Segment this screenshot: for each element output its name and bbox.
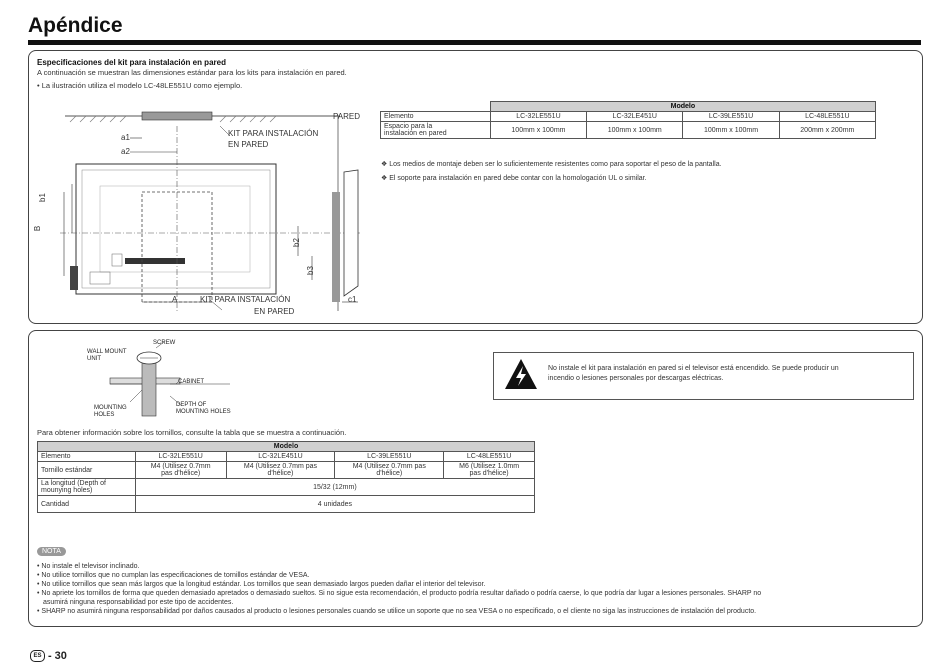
table-row: Cantidad 4 unidades <box>38 496 535 513</box>
page-title: Apéndice <box>28 14 123 37</box>
title-rule <box>28 40 921 45</box>
mounting-holes-label-2: HOLES <box>94 412 115 418</box>
list-item: • No instale el televisor inclinado. <box>37 563 140 570</box>
dim-a1: a1 <box>121 133 130 142</box>
dim-b1: b1 <box>37 193 47 202</box>
warning-text-1: No instale el kit para instalación en pared si el televisor está encendido. Se puede producir un <box>548 365 839 372</box>
kit-label-top-2: EN PARED <box>228 140 269 149</box>
page-number: ES - 30 <box>30 650 67 662</box>
depth-label-1: DEPTH OF <box>176 402 207 408</box>
screw-intro: Para obtener información sobre los tornillos, consulte la tabla que se muestra a continuación. <box>37 428 347 437</box>
kit-label-bottom-2: EN PARED <box>254 307 295 316</box>
list-item: asumirá ninguna responsabilidad por este tipo de accidentes. <box>43 599 234 606</box>
table-row: Tornillo estándar M4 (Utilisez 0.7mm pas d'hélice) M4 (Utilisez 0.7mm pas d'hélice) M4 (Utilisez 0.7mm pas d'hélice) M6 (Utilisez 1.0mm pas d'hélice) <box>38 462 535 479</box>
list-item: • SHARP no asumirá ninguna responsabilidad por daños causados al producto o lesiones personales cuando se utilice un soporte que no sea VESA o no especificado, o el cliente no siga las instrucciones de instalación del producto. <box>37 608 757 615</box>
table-note: ❖ Los medios de montaje deben ser lo suficientemente resistentes como para soportar el peso de la pantalla. <box>381 161 722 168</box>
dim-c1: c1 <box>348 295 357 304</box>
dim-B: B <box>33 225 43 232</box>
dim-a2: a2 <box>121 147 130 156</box>
cabinet-label: CABINET <box>178 379 205 385</box>
tv-rear-diagram <box>60 96 380 322</box>
table-header-row: Elemento LC-32LE551U LC-32LE451U LC-39LE551U LC-48LE551U <box>38 452 535 462</box>
table-row: Espacio para la instalación en pared 100mm x 100mm 100mm x 100mm 100mm x 100mm 200mm x 200mm <box>381 122 876 139</box>
wall-mount-label-2: UNIT <box>87 356 101 362</box>
section-intro: A continuación se muestran las dimensiones estándar para los kits para instalación en pared. <box>37 68 347 77</box>
nota-list <box>37 562 915 616</box>
list-item: • No apriete los tornillos de forma que queden demasiado apretados o demasiado sueltos. Si no sigue esta recomendación, el producto podría resultar dañado o podría caerse, lo que podría dar lugar a lesiones personales. SHARP no <box>37 590 762 597</box>
electric-shock-warning-icon <box>504 358 538 390</box>
kit-label-top-1: KIT PARA INSTALACIÓN <box>228 129 319 138</box>
list-item: • No utilice tornillos que sean más largos que la longitud estándar. Los tornillos que sean demasiado largos pueden dañar el interior del televisor. <box>37 581 486 588</box>
language-icon: ES <box>30 650 45 662</box>
kit-label-bottom-1: KIT PARA INSTALACIÓN <box>200 295 291 304</box>
screw-table <box>37 441 535 513</box>
nota-badge: NOTA <box>37 547 66 556</box>
dim-b2: b2 <box>291 238 301 247</box>
section-heading: Especificaciones del kit para instalación en pared <box>37 58 226 67</box>
list-item: • No utilice tornillos que no cumplan las especificaciones de tornillos estándar de VESA. <box>37 572 310 579</box>
model-header: Modelo <box>490 102 875 112</box>
wall-space-table <box>380 101 876 139</box>
screw-label: SCREW <box>153 340 176 346</box>
wall-label: PARED <box>333 112 360 121</box>
table-note: ❖ El soporte para instalación en pared debe contar con la homologación UL o similar. <box>381 175 647 182</box>
wall-mount-label-1: WALL MOUNT <box>87 349 127 355</box>
mounting-holes-label-1: MOUNTING <box>94 405 127 411</box>
dim-b3: b3 <box>305 266 315 275</box>
model-header: Modelo <box>38 442 535 452</box>
depth-label-2: MOUNTING HOLES <box>176 409 231 415</box>
warning-text-2: incendio o lesiones personales por descargas eléctricas. <box>548 375 724 382</box>
table-header-row: Elemento LC-32LE551U LC-32LE451U LC-39LE551U LC-48LE551U <box>381 112 876 122</box>
section-bullet: • La ilustración utiliza el modelo LC-48LE551U como ejemplo. <box>37 81 243 90</box>
dim-A: A <box>172 295 178 304</box>
table-row: La longitud (Depth of mounying holes) 15/32 (12mm) <box>38 479 535 496</box>
